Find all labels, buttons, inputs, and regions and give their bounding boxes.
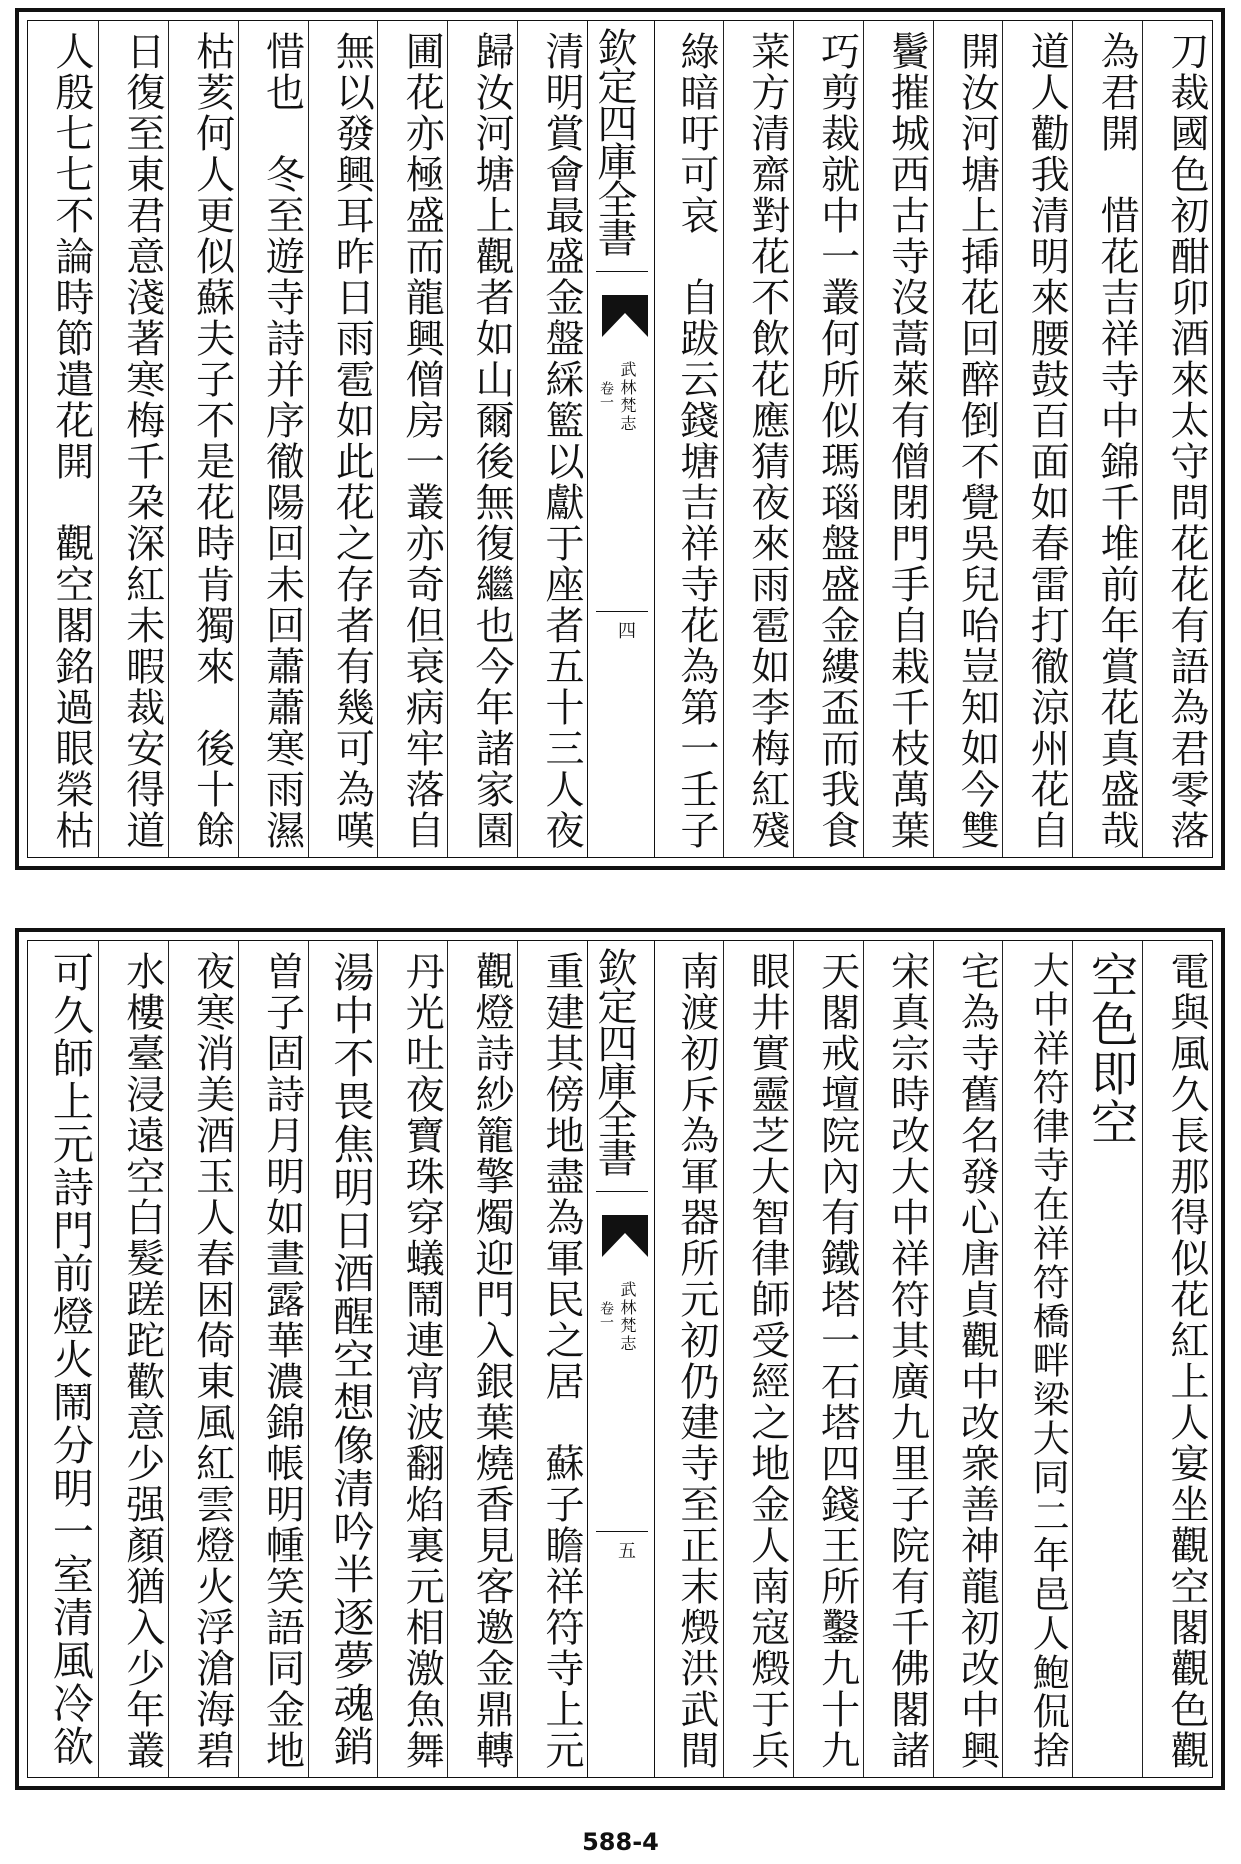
text-column <box>308 21 379 857</box>
text-column <box>933 941 1004 1777</box>
lower-page <box>15 928 1225 1790</box>
text-column <box>238 941 309 1777</box>
column-text: 歸汝河塘上觀者如山爾後無復繼也今年諸家園 <box>469 31 515 851</box>
text-column <box>28 941 98 1777</box>
column-text: 南渡初斥為軍器所元初仍建寺至正末燬洪武間 <box>673 951 719 1771</box>
text-column <box>653 941 723 1777</box>
column-text: 天閣戒壇院內有鐵塔一石塔四錢王所鑿九十九 <box>814 951 860 1771</box>
column-text: 巧剪裁就中一叢何所似瑪瑙盤盛金縷盃而我食 <box>814 31 860 851</box>
column-text: 惜也 冬至遊寺詩并序徹陽回未回蕭蕭寒雨濕 <box>259 31 305 851</box>
leaf-number: 五 <box>615 1541 636 1559</box>
fold-column <box>587 941 655 1777</box>
column-text: 空色即空 <box>1083 951 1139 1147</box>
text-column <box>1002 21 1073 857</box>
column-text: 湯中不畏焦明日酒醒空想像清吟半逐夢魂銷 <box>326 951 375 1768</box>
text-column <box>793 941 864 1777</box>
fold-rule <box>596 1531 648 1532</box>
column-text: 觀燈詩紗籠擎燭迎門入銀葉燒香見客邀金鼎轉 <box>469 951 515 1771</box>
column-text: 夜寒消美酒玉人春困倚東風紅雲燈火浮滄海碧 <box>189 951 235 1771</box>
column-text: 道人勸我清明來腰鼓百面如春雷打徹涼州花自 <box>1024 31 1070 851</box>
column-text: 鬢摧城西古寺沒蒿萊有僧閉門手自栽千枝萬葉 <box>884 31 930 851</box>
column-text: 綠暗吁可哀 自跋云錢塘吉祥寺花為第一壬子 <box>673 31 719 851</box>
column-text: 大中祥符律寺在祥符橋畔梁大同二年邑人鮑侃捨 <box>1026 951 1070 1770</box>
column-text: 宅為寺舊名發心唐貞觀中改衆善神龍初改中興 <box>954 951 1000 1771</box>
text-column <box>28 21 98 857</box>
column-text: 枯荄何人更似蘇夫子不是花時肯獨來 後十餘 <box>189 31 235 851</box>
book-title: 武林梵志 <box>618 361 637 433</box>
text-column <box>98 21 169 857</box>
text-column <box>238 21 309 857</box>
column-text: 無以發興耳昨日雨雹如此花之存者有幾可為嘆 <box>329 31 375 851</box>
leaf-number: 四 <box>615 621 636 639</box>
text-column <box>1142 21 1213 857</box>
lower-page-frame <box>27 940 1213 1778</box>
column-text: 菜方清齋對花不飲花應猜夜來雨雹如李梅紅殘 <box>744 31 790 851</box>
text-column <box>1072 941 1143 1777</box>
column-text: 清明賞會最盛金盤綵籃以獻于座者五十三人夜 <box>539 31 584 851</box>
column-text: 圃花亦極盛而龍興僧房一叢亦奇但衰病牢落自 <box>399 31 445 851</box>
text-column <box>447 21 518 857</box>
volume-label: 卷一 <box>598 381 614 409</box>
column-text: 為君開 惜花吉祥寺中錦千堆前年賞花真盛哉 <box>1094 31 1140 851</box>
text-column <box>723 941 794 1777</box>
text-column <box>1072 21 1143 857</box>
fishtail-mark-icon <box>600 1211 650 1261</box>
text-column <box>447 941 518 1777</box>
text-column <box>653 21 723 857</box>
column-text: 水樓臺浸遠空白髮蹉跎歡意少强顏猶入少年叢 <box>119 951 165 1771</box>
column-text: 日復至東君意淺著寒梅千朶深紅未暇裁安得道 <box>119 31 165 851</box>
text-column <box>1002 941 1073 1777</box>
text-column <box>793 21 864 857</box>
text-column <box>377 21 448 857</box>
text-column <box>863 941 934 1777</box>
fold-rule <box>596 1191 648 1192</box>
text-column <box>98 941 169 1777</box>
fold-rule <box>596 271 648 272</box>
volume-label: 卷一 <box>598 1301 614 1329</box>
book-title: 武林梵志 <box>618 1281 637 1353</box>
text-column <box>863 21 934 857</box>
fishtail-mark-icon <box>600 291 650 341</box>
fold-rule <box>596 611 648 612</box>
text-column <box>933 21 1004 857</box>
column-text: 眼井實靈芝大智律師受經之地金人南寇燬于兵 <box>744 951 790 1771</box>
text-column <box>517 21 588 857</box>
column-text: 人殷七七不論時節遣花開 觀空閣銘過眼榮枯 <box>48 31 94 851</box>
column-text: 曽子固詩月明如晝露華濃錦帳明㡖笑語同金地 <box>259 951 305 1771</box>
text-column <box>308 941 379 1777</box>
page-footer-number: 588-4 <box>582 1828 659 1856</box>
collection-title: 欽定四庫全書 <box>591 947 637 1175</box>
column-text: 宋真宗時改大中祥符其廣九里子院有千佛閣諸 <box>884 951 930 1771</box>
upper-page <box>15 8 1225 870</box>
column-text: 可久師上元詩門前燈火鬧分明一室清風冷欲 <box>45 951 94 1768</box>
column-text: 刀裁國色初酣卯酒來太守問花花有語為君零落 <box>1164 31 1209 851</box>
text-column <box>1142 941 1213 1777</box>
column-text: 重建其傍地盡為軍民之居 蘇子瞻祥符寺上元 <box>539 951 584 1771</box>
text-column <box>377 941 448 1777</box>
column-text: 電與風久長那得似花紅上人宴坐觀空閣觀色觀 <box>1164 951 1209 1771</box>
upper-page-frame <box>27 20 1213 858</box>
text-column <box>168 21 239 857</box>
text-column <box>168 941 239 1777</box>
text-column <box>723 21 794 857</box>
fold-column <box>587 21 655 857</box>
column-text: 丹光吐夜寶珠穿蟻鬧連宵波翻焰裏元相激魚舞 <box>399 951 445 1771</box>
text-column <box>517 941 588 1777</box>
column-text: 開汝河塘上揷花回醉倒不覺吳兒咍豈知如今雙 <box>954 31 1000 851</box>
collection-title: 欽定四庫全書 <box>591 27 637 255</box>
